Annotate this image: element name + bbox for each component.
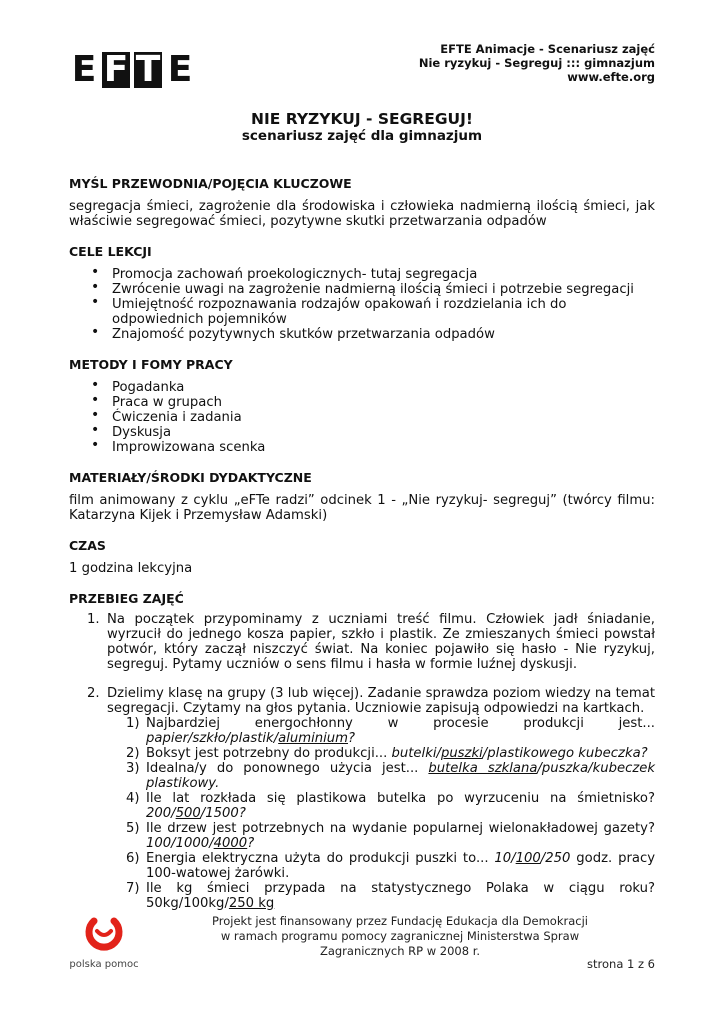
question-number: 7) (126, 881, 140, 896)
list-item: • Znajomość pozytywnych skutków przetwarzania odpadów (112, 327, 655, 342)
section-mysl (69, 176, 655, 229)
separator: / (171, 806, 176, 821)
logo-letter-f: F (103, 49, 129, 90)
separator: / (537, 761, 542, 776)
answer-option: puszka (541, 761, 589, 776)
section-heading: MATERIAŁY/ŚRODKI DYDAKTYCZNE (69, 470, 312, 485)
header-line-1: EFTE Animacje - Scenariusz zajęć (440, 42, 655, 56)
page-number: strona 1 z 6 (587, 957, 655, 971)
separator: / (224, 896, 229, 911)
answer-option: 100 (146, 836, 172, 851)
section-materialy (69, 470, 655, 523)
step-item (87, 686, 656, 911)
section-text: 1 godzina lekcyjna (69, 561, 193, 576)
separator: / (540, 851, 546, 866)
section-cele (69, 244, 655, 342)
question-text: Idealna/y do ponownego użycia jest... (146, 761, 429, 776)
logo-letter-t: T (135, 49, 161, 90)
list-item: • Zwrócenie uwagi na zagrożenie nadmierną ilością śmieci i potrzebie segregacji (112, 282, 655, 297)
page-title: NIE RYZYKUJ - SEGREGUJ! (251, 110, 473, 128)
question-number: 1) (126, 716, 140, 731)
separator: / (482, 746, 488, 761)
list-item: • Umiejętność rozpoznawania rodzajów opakowań i rozdzielania ich do odpowiednich pojemników (112, 297, 655, 327)
separator: / (200, 806, 206, 821)
question-item (126, 761, 656, 791)
separator: / (225, 731, 231, 746)
question-text: Ile kg śmieci przypada na statystycznego Polaka w ciągu roku? (146, 881, 655, 896)
answer-option: szkło (192, 731, 226, 746)
footer-line-1: Projekt jest finansowany przez Fundację Edukacja dla Demokracji (212, 914, 588, 928)
section-przebieg (69, 591, 655, 911)
question-number: 2) (126, 746, 140, 761)
question-text: Energia elektryczna użyta do produkcji puszki to... (146, 851, 495, 866)
bullet-list (69, 267, 655, 342)
answer-option: 100kg (183, 896, 225, 911)
answer-option: plastikowego kubeczka (487, 746, 641, 761)
answer-option: 200 (146, 806, 172, 821)
list-item: • Improwizowana scenka (112, 440, 655, 455)
page-subtitle: scenariusz zajęć dla gimnazjum (241, 128, 483, 144)
questions-list (107, 716, 655, 911)
answer-option: papier (146, 731, 189, 746)
question-end: . (215, 776, 220, 791)
polska-pomoc-icon (82, 915, 126, 951)
question-number: 3) (126, 761, 140, 776)
answer-option: 250 (545, 851, 571, 866)
section-heading: METODY I FOMY PRACY (69, 357, 233, 372)
step-text: Na początek przypominamy z uczniami treść filmu. Człowiek jadł śniadanie, wyrzucił do jednego kosza papier, szkło i plastik. Ze zmieszanych śmieci powstał potwór, który zaczął niszczyć świat. Na koniec pojawiło się hasło - Nie ryzykuj, segreguj. Pytamy uczniów o sens filmu i hasła w formie luźnej dyskusji. (107, 612, 655, 672)
document-header (419, 42, 655, 84)
correct-answer: puszki (440, 746, 483, 761)
section-text: segregacja śmieci, zagrożenie dla środowiska i człowieka nadmierną ilością śmieci, jak właściwie segregować śmieci, pozytywne skutki przetwarzania odpadów (69, 199, 655, 229)
section-heading: CELE LEKCJI (69, 244, 152, 259)
separator: / (188, 731, 193, 746)
footer-line-2: w ramach programu pomocy zagranicznej Ministerstwa Spraw (220, 929, 580, 943)
correct-answer: 4000 (213, 836, 248, 851)
question-item (126, 881, 655, 911)
correct-answer: butelka szklana (428, 761, 538, 776)
question-text: Boksyt jest potrzebny do produkcji... (146, 746, 392, 761)
polska-pomoc-label: polska pomoc (69, 959, 139, 970)
step-item (87, 612, 655, 672)
question-text: Ile lat rozkłada się plastikowa butelka po wyrzuceniu na śmietnisko? (146, 791, 655, 806)
question-end: godz. pracy 100-watowej żarówki. (146, 851, 655, 881)
separator: / (511, 851, 516, 866)
question-end: ? (348, 731, 355, 746)
correct-answer: 100 (515, 851, 541, 866)
section-metody (69, 357, 655, 455)
steps-list (69, 612, 655, 911)
question-number: 4) (126, 791, 140, 806)
separator: / (209, 836, 214, 851)
logo-letter-e2: E (167, 49, 193, 90)
polska-pomoc-logo (66, 915, 142, 972)
question-item (126, 791, 655, 821)
question-number: 6) (126, 851, 140, 866)
separator: / (171, 836, 176, 851)
question-end: ? (247, 836, 255, 851)
footer-line-3: Zagranicznych RP w 2008 r. (319, 944, 481, 958)
list-item: • Ćwiczenia i zadania (112, 410, 655, 425)
separator: / (273, 731, 279, 746)
question-end: ? (238, 806, 246, 821)
answer-option: 50kg (146, 896, 179, 911)
header-line-2: Nie ryzykuj - Segreguj ::: gimnazjum (418, 56, 655, 70)
section-heading: CZAS (69, 538, 106, 553)
question-text: Ile drzew jest potrzebnych na wydanie popularnej wielonakładowej gazety? (146, 821, 655, 836)
answer-option: 1000 (175, 836, 210, 851)
efte-logo (70, 49, 198, 90)
logo-letter-e1: E (71, 49, 97, 90)
question-item (126, 851, 655, 881)
document-body (69, 176, 655, 925)
answer-option: plastik (230, 731, 274, 746)
step-text: Dzielimy klasę na grupy (3 lub więcej). Zadanie sprawdza poziom wiedzy na temat segregacji. Czytamy na głos pytania. Uczniowie zapisują odpowiedzi na kartkach. (107, 686, 655, 716)
separator: / (178, 896, 184, 911)
correct-answer: aluminium (278, 731, 348, 746)
answer-option: 10 (494, 851, 512, 866)
question-number: 5) (126, 821, 140, 836)
question-text: Najbardziej energochłonny w procesie produkcji jest... (146, 716, 655, 731)
separator: / (588, 761, 593, 776)
section-heading: MYŚL PRZEWODNIA/POJĘCIA KLUCZOWE (69, 176, 352, 191)
question-item (126, 821, 655, 851)
section-text: film animowany z cyklu „eFTe radzi” odcinek 1 - „Nie ryzykuj- segreguj” (twórcy filmu: Katarzyna Kijek i Przemysław Adamski) (69, 493, 655, 523)
answer-option: kubeczek plastikowy (146, 761, 656, 791)
answer-option: 1500 (205, 806, 239, 821)
question-end: ? (640, 746, 648, 761)
correct-answer: 500 (175, 806, 201, 821)
step-number: 2. (87, 686, 100, 701)
section-czas (69, 538, 655, 576)
section-heading: PRZEBIEG ZAJĘĆ (69, 591, 184, 606)
list-item: • Praca w grupach (112, 395, 655, 410)
bullet-list (69, 380, 655, 455)
list-item: • Pogadanka (112, 380, 655, 395)
question-item (126, 746, 655, 761)
answer-option: butelki (391, 746, 437, 761)
list-item: • Promocja zachowań proekologicznych- tutaj segregacja (112, 267, 655, 282)
question-item (126, 716, 655, 746)
correct-answer: 250 kg (228, 896, 275, 911)
footer-note (200, 914, 600, 959)
header-url[interactable]: www.efte.org (567, 70, 655, 84)
separator: / (436, 746, 441, 761)
step-number: 1. (87, 612, 100, 627)
list-item: • Dyskusja (112, 425, 655, 440)
